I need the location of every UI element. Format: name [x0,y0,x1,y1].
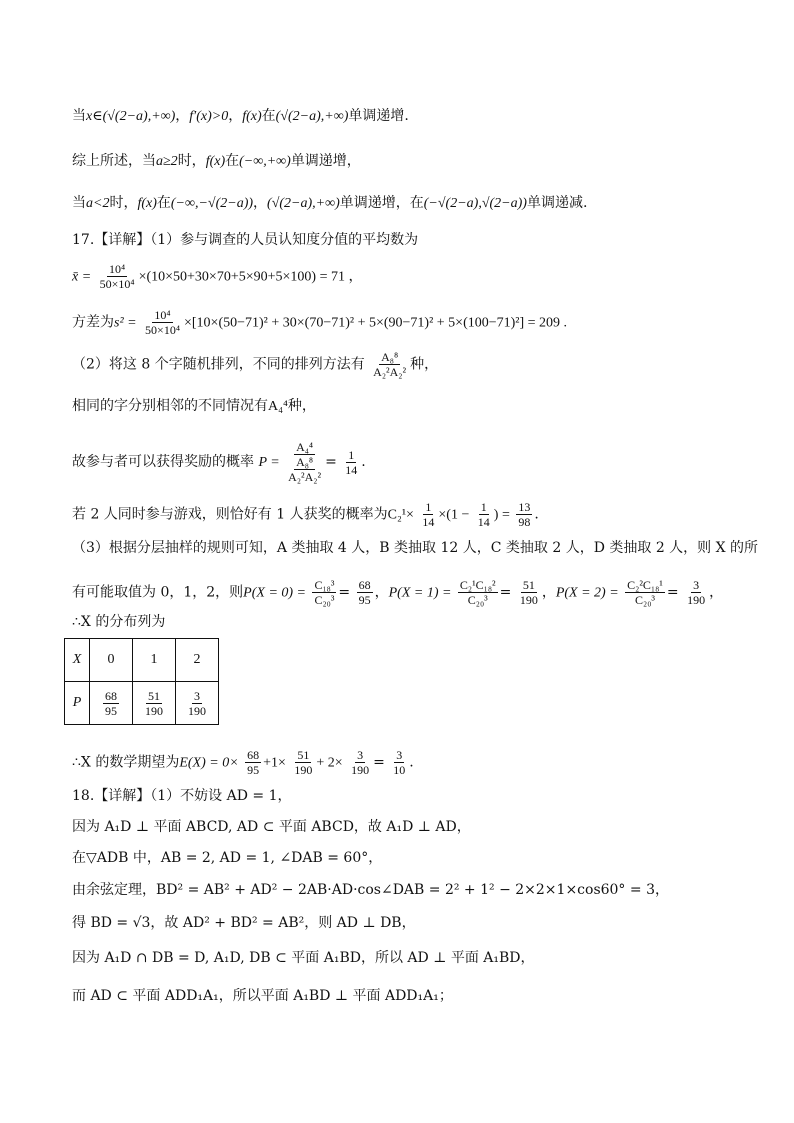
part2-line3: 故参与者可以获得奖励的概率 P = A₄⁴ A₈⁸ A₂²A₂² = $\frac{1}{14}$ . [72,440,366,484]
distribution-title: ∴X 的分布列为 [72,614,166,630]
table-fraction: $\frac{68}{95}$ [105,688,117,718]
px2-fraction: $\frac{\text{C₂²C₁₈¹}}{\text{C₂₀³}}$ [627,578,663,607]
prob-compound-fraction: A₄⁴ A₈⁸ A₂²A₂² [288,440,322,484]
frac-13-98: $\frac{13}{98}$ [518,500,531,529]
mean-formula: x̄ = $\frac{\text{10⁴}}{\text{50×10⁴}}$ ×(10×50+30×70+5×90+5×100) = 71 ， [72,262,363,291]
px0-fraction: $\frac{\text{C₁₈³}}{\text{C₂₀³}}$ [314,578,335,607]
table-cell [90,682,133,725]
line-2: 综上所述，当a≥2时，f(x)在(−∞,+∞)单调递增， [72,153,361,169]
q18-line6: 因为 A₁D ∩ DB = D, A₁D, DB ⊂ 平面 A₁BD，所以 AD ⊥ 平面 A₁BD， [72,950,535,966]
q18-line2: 因为 A₁D ⊥ 平面 ABCD, AD ⊂ 平面 ABCD，故 A₁D ⊥ AD， [72,819,471,835]
px1-value: $\frac{51}{190}$ [519,578,538,607]
q18-line5: 得 BD = √3，故 AD² + BD² = AB²，则 AD ⊥ DB， [72,915,416,931]
table-cell [176,682,219,725]
variance-formula: 方差为s² = $\frac{\text{10⁴}}{\text{50×10⁴}}$ ×[10×(50−71)² + 30×(70−71)² + 5×(90−71)² + 5×(100−71)²] = 209 . [72,308,568,337]
line-3: 当a<2时，f(x)在(−∞,−√(2−a))，(√(2−a),+∞)单调递增，在(−√(2−a),√(2−a))单调递减. [72,195,588,211]
perm-fraction: $\frac{\text{A₈⁸}}{\text{A₂²A₂²}}$ [373,350,407,379]
part3-line2: 有可能取值为 0，1，2，则P(X = 0) = $\frac{\text{C₁₈³}}{\text{C₂₀³}}$ = $\frac{68}{95}$ ，P(X = 1) = $\frac{\text{C₂¹C₁₈²}}{\text{C₂₀³}}$ = $\frac{51}{190}$ ，P(X = 2) = $\frac{\text{C₂²C₁₈¹}}{\text{C₂₀³}}$ = $\frac{3}{190}$ ， [72,578,724,607]
q18-line3: 在▽ADB 中，AB = 2, AD = 1, ∠DAB = 60°， [72,850,383,866]
px1-fraction: $\frac{\text{C₂¹C₁₈²}}{\text{C₂₀³}}$ [459,578,496,607]
part2-line4: 若 2 人同时参与游戏，则恰好有 1 人获奖的概率为C₂¹× $\frac{1}{14}$ ×(1 − $\frac{1}{14}$ ) = $\frac{13}{98}$ . [72,500,539,529]
mean-fraction: $\frac{\text{10⁴}}{\text{50×10⁴}}$ [99,262,135,291]
table-cell: X [65,639,90,682]
part2-line1: （2）将这 8 个字随机排列，不同的排列方法有 $\frac{\text{A₈⁸}}{\text{A₂²A₂²}}$ 种， [72,350,439,379]
expectation-line: ∴X 的数学期望为E(X) = 0× $\frac{68}{95}$ +1× $\frac{51}{190}$ + 2× $\frac{3}{190}$ = $\frac{3}{10}$ . [72,748,414,777]
exp-frac-51-190: $\frac{51}{190}$ [294,748,313,777]
table-cell: 0 [90,639,133,682]
q18-heading: 18.【详解】（1）不妨设 AD = 1， [72,788,292,804]
part2-line2: 相同的字分别相邻的不同情况有A₄⁴种， [72,398,316,414]
table-fraction: $\frac{51}{190}$ [145,688,163,718]
exp-frac-3-10: $\frac{3}{10}$ [393,748,406,777]
px2-value: $\frac{3}{190}$ [687,578,706,607]
q18-line7: 而 AD ⊂ 平面 ADD₁A₁，所以平面 A₁BD ⊥ 平面 ADD₁A₁； [72,988,453,1004]
table-fraction: $\frac{3}{190}$ [188,688,206,718]
q17-heading: 17.【详解】（1）参与调查的人员认知度分值的平均数为 [72,232,419,248]
frac-1-14-b: $\frac{1}{14}$ [477,500,490,529]
variance-fraction: $\frac{\text{10⁴}}{\text{50×10⁴}}$ [145,308,180,337]
table-row [65,639,219,682]
table-cell: P [65,682,90,725]
exp-frac-3-190: $\frac{3}{190}$ [351,748,370,777]
part3-line1: （3）根据分层抽样的规则可知，A 类抽取 4 人，B 类抽取 12 人，C 类抽取 2 人，D 类抽取 2 人，则 X 的所 [72,540,759,556]
table-cell: 1 [133,639,176,682]
q18-line4: 由余弦定理，BD² = AB² + AD² − 2AB·AD·cos∠DAB = 2² + 1² − 2×2×1×cos60° = 3， [72,882,669,898]
line-1: 当x∈(√(2−a),+∞)，f′(x)>0，f(x)在(√(2−a),+∞)单调递增. [72,108,409,124]
frac-1-14-a: $\frac{1}{14}$ [422,500,435,529]
prob-result-fraction: $\frac{1}{14}$ [345,447,358,477]
exp-frac-68-95: $\frac{68}{95}$ [247,748,260,777]
table-cell [133,682,176,725]
table-row [65,682,219,725]
px0-value: $\frac{68}{95}$ [358,578,371,607]
distribution-table [64,638,219,725]
table-cell: 2 [176,639,219,682]
